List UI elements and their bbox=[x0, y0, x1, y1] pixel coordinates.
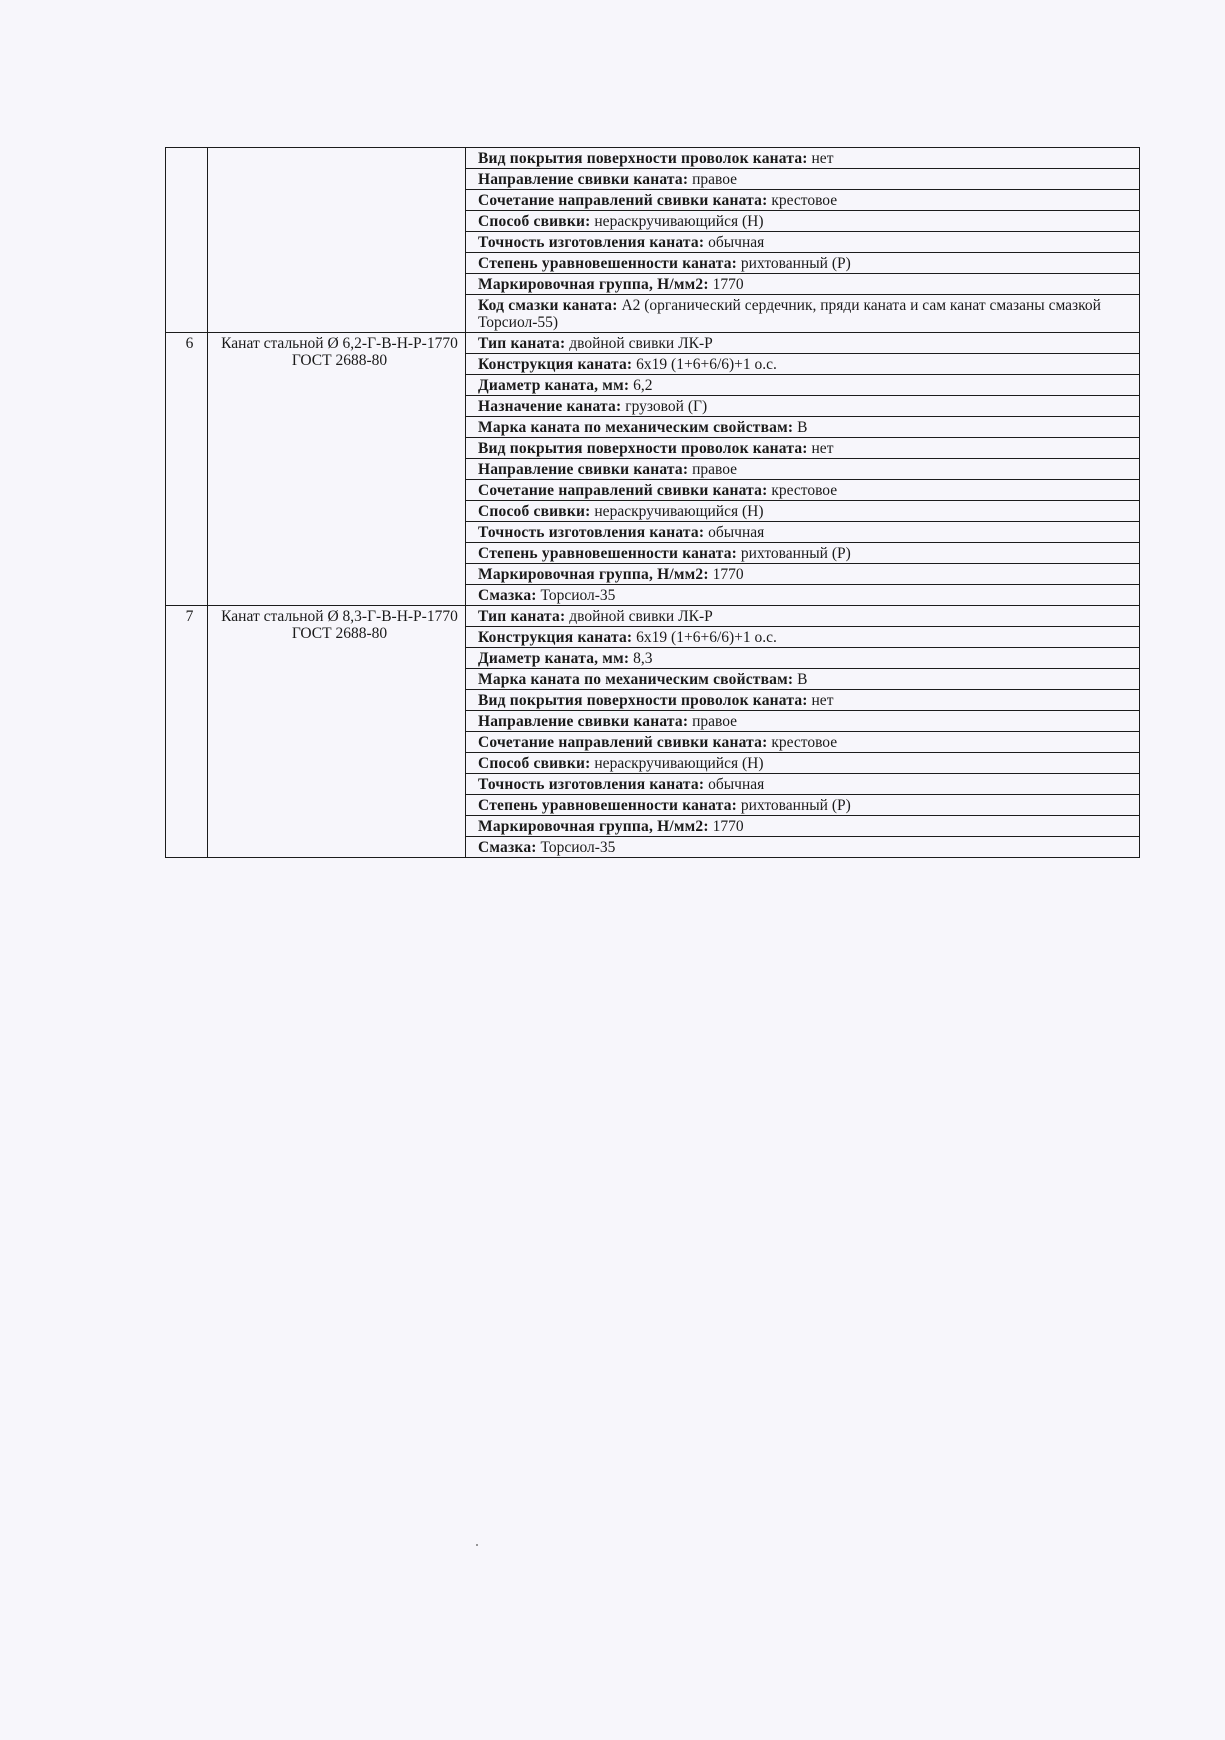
spec-cell bbox=[466, 396, 1140, 417]
spec-value: двойной свивки ЛК-Р bbox=[565, 608, 713, 625]
spec-value: Торсиол-35 bbox=[536, 587, 616, 604]
table-row bbox=[166, 333, 1140, 354]
spec-value: нет bbox=[807, 692, 834, 709]
spec-label: Назначение каната: bbox=[478, 398, 622, 415]
spec-label: Маркировочная группа, Н/мм2: bbox=[478, 276, 709, 293]
spec-value: В bbox=[793, 419, 808, 436]
item-name-cell: Канат стальной Ø 8,3-Г-В-Н-Р-1770 ГОСТ 2688-80 bbox=[208, 606, 466, 858]
table-row bbox=[166, 606, 1140, 627]
spec-value: грузовой (Г) bbox=[621, 398, 708, 415]
scan-speck bbox=[476, 1544, 478, 1546]
spec-value: нераскручивающийся (Н) bbox=[590, 755, 764, 772]
spec-label: Направление свивки каната: bbox=[478, 461, 689, 478]
item-number-cell: 6 bbox=[166, 333, 208, 606]
spec-label: Способ свивки: bbox=[478, 503, 591, 520]
spec-label: Направление свивки каната: bbox=[478, 171, 689, 188]
spec-cell bbox=[466, 627, 1140, 648]
item-number-cell: 7 bbox=[166, 606, 208, 858]
spec-label: Точность изготовления каната: bbox=[478, 776, 705, 793]
spec-cell bbox=[466, 669, 1140, 690]
spec-value: рихтованный (Р) bbox=[737, 545, 851, 562]
spec-label: Диаметр каната, мм: bbox=[478, 650, 630, 667]
spec-label: Конструкция каната: bbox=[478, 629, 633, 646]
spec-label: Направление свивки каната: bbox=[478, 713, 689, 730]
spec-cell bbox=[466, 585, 1140, 606]
spec-value: рихтованный (Р) bbox=[737, 255, 851, 272]
spec-cell bbox=[466, 354, 1140, 375]
spec-cell bbox=[466, 253, 1140, 274]
spec-label: Сочетание направлений свивки каната: bbox=[478, 482, 768, 499]
spec-label: Степень уравновешенности каната: bbox=[478, 255, 738, 272]
spec-label: Код смазки каната: bbox=[478, 297, 618, 314]
spec-label: Сочетание направлений свивки каната: bbox=[478, 192, 768, 209]
spec-label: Конструкция каната: bbox=[478, 356, 633, 373]
spec-label: Вид покрытия поверхности проволок каната: bbox=[478, 692, 808, 709]
spec-value: правое bbox=[688, 171, 738, 188]
spec-value: А2 (органический сердечник, пряди каната и сам канат смазаны смазкой Торсиол-55) bbox=[478, 297, 1101, 331]
spec-value: обычная bbox=[704, 524, 765, 541]
spec-value: правое bbox=[688, 713, 738, 730]
spec-label: Марка каната по механическим свойствам: bbox=[478, 671, 794, 688]
spec-label: Тип каната: bbox=[478, 608, 566, 625]
spec-label: Маркировочная группа, Н/мм2: bbox=[478, 566, 709, 583]
spec-cell bbox=[466, 211, 1140, 232]
spec-cell bbox=[466, 648, 1140, 669]
spec-label: Сочетание направлений свивки каната: bbox=[478, 734, 768, 751]
spec-cell bbox=[466, 232, 1140, 253]
spec-value: нет bbox=[807, 440, 834, 457]
spec-value: 1770 bbox=[708, 276, 744, 293]
spec-cell bbox=[466, 774, 1140, 795]
spec-cell bbox=[466, 606, 1140, 627]
spec-value: нет bbox=[807, 150, 834, 167]
spec-label: Вид покрытия поверхности проволок каната: bbox=[478, 440, 808, 457]
spec-label: Степень уравновешенности каната: bbox=[478, 797, 738, 814]
spec-value: 8,3 bbox=[629, 650, 653, 667]
spec-cell bbox=[466, 417, 1140, 438]
item-name-cell bbox=[208, 148, 466, 333]
spec-label: Смазка: bbox=[478, 587, 537, 604]
spec-cell bbox=[466, 711, 1140, 732]
spec-cell bbox=[466, 522, 1140, 543]
spec-value: 1770 bbox=[708, 818, 744, 835]
spec-label: Смазка: bbox=[478, 839, 537, 856]
spec-cell bbox=[466, 169, 1140, 190]
spec-value: крестовое bbox=[767, 482, 838, 499]
spec-cell bbox=[466, 690, 1140, 711]
specification-table bbox=[165, 147, 1140, 858]
spec-cell bbox=[466, 438, 1140, 459]
spec-label: Степень уравновешенности каната: bbox=[478, 545, 738, 562]
spec-value: крестовое bbox=[767, 192, 838, 209]
spec-cell bbox=[466, 816, 1140, 837]
spec-cell bbox=[466, 753, 1140, 774]
spec-cell bbox=[466, 190, 1140, 211]
spec-cell bbox=[466, 295, 1140, 333]
specification-table-body bbox=[166, 148, 1140, 858]
spec-label: Точность изготовления каната: bbox=[478, 524, 705, 541]
spec-value: правое bbox=[688, 461, 738, 478]
spec-cell bbox=[466, 732, 1140, 753]
item-name-cell: Канат стальной Ø 6,2-Г-В-Н-Р-1770 ГОСТ 2688-80 bbox=[208, 333, 466, 606]
spec-cell bbox=[466, 148, 1140, 169]
spec-label: Диаметр каната, мм: bbox=[478, 377, 630, 394]
spec-label: Способ свивки: bbox=[478, 213, 591, 230]
spec-value: обычная bbox=[704, 776, 765, 793]
spec-value: 6х19 (1+6+6/6)+1 о.с. bbox=[632, 629, 777, 646]
spec-value: обычная bbox=[704, 234, 765, 251]
spec-cell bbox=[466, 333, 1140, 354]
spec-value: рихтованный (Р) bbox=[737, 797, 851, 814]
spec-cell bbox=[466, 459, 1140, 480]
spec-value: Торсиол-35 bbox=[536, 839, 616, 856]
spec-label: Точность изготовления каната: bbox=[478, 234, 705, 251]
spec-value: 1770 bbox=[708, 566, 744, 583]
spec-cell bbox=[466, 795, 1140, 816]
spec-label: Вид покрытия поверхности проволок каната: bbox=[478, 150, 808, 167]
spec-value: двойной свивки ЛК-Р bbox=[565, 335, 713, 352]
item-number-cell bbox=[166, 148, 208, 333]
spec-value: В bbox=[793, 671, 808, 688]
spec-label: Способ свивки: bbox=[478, 755, 591, 772]
spec-value: нераскручивающийся (Н) bbox=[590, 213, 764, 230]
spec-value: 6,2 bbox=[629, 377, 653, 394]
spec-cell bbox=[466, 375, 1140, 396]
spec-cell bbox=[466, 274, 1140, 295]
spec-cell bbox=[466, 501, 1140, 522]
spec-cell bbox=[466, 480, 1140, 501]
spec-value: крестовое bbox=[767, 734, 838, 751]
spec-cell bbox=[466, 837, 1140, 858]
spec-cell bbox=[466, 564, 1140, 585]
spec-value: 6х19 (1+6+6/6)+1 о.с. bbox=[632, 356, 777, 373]
spec-label: Тип каната: bbox=[478, 335, 566, 352]
table-row bbox=[166, 148, 1140, 169]
spec-label: Маркировочная группа, Н/мм2: bbox=[478, 818, 709, 835]
spec-value: нераскручивающийся (Н) bbox=[590, 503, 764, 520]
spec-label: Марка каната по механическим свойствам: bbox=[478, 419, 794, 436]
spec-cell bbox=[466, 543, 1140, 564]
